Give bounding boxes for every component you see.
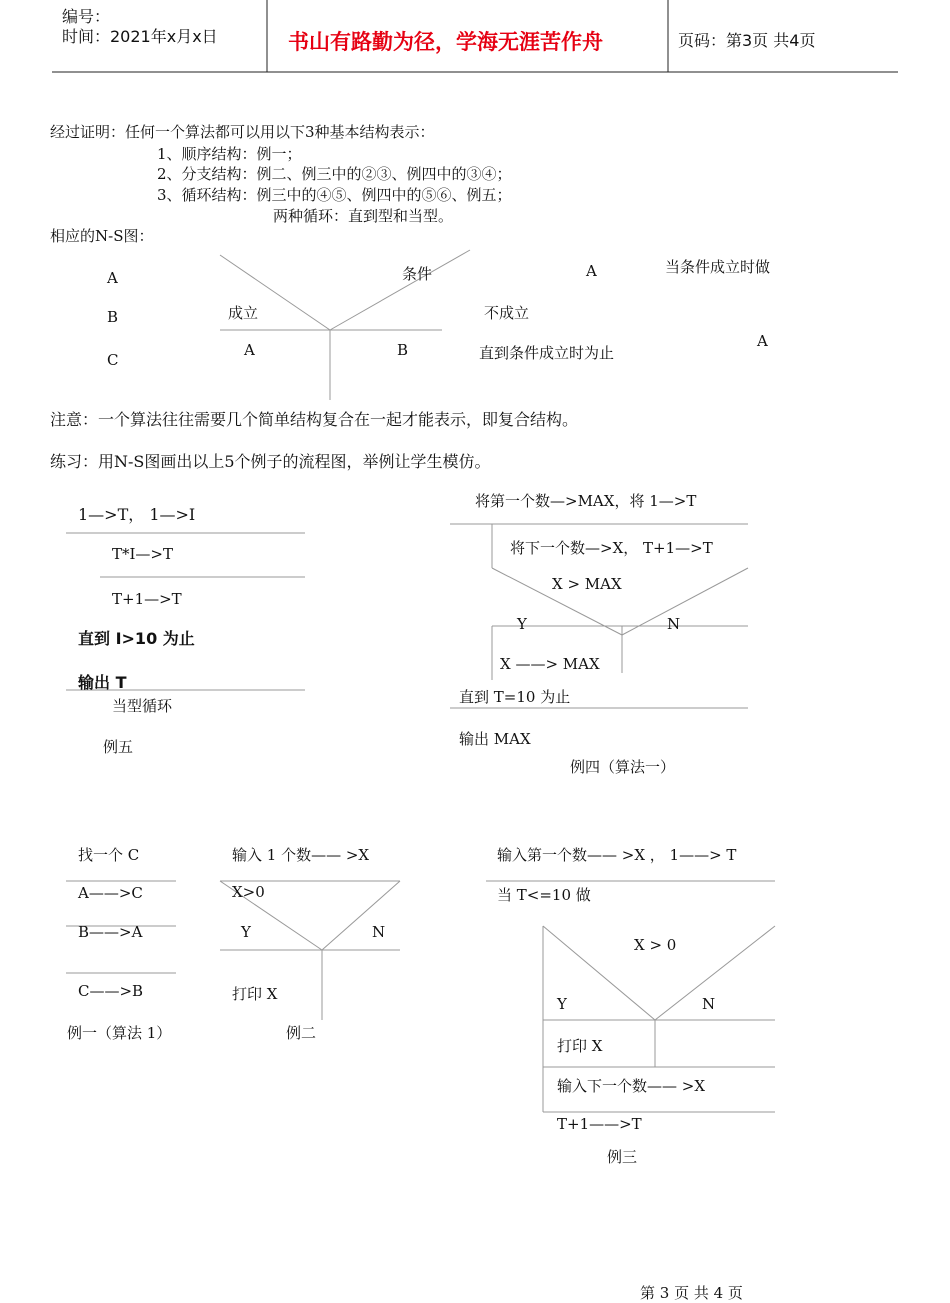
ns-seq-c: C [107,351,119,369]
ns-seq-b: B [107,308,119,326]
ns-while-a: A [586,262,597,280]
ex1-step-3: C——>B [78,982,144,1000]
ex4-until: 直到 T=10 为止 [459,688,571,706]
note-text: 注意：一个算法往往需要几个简单结构复合在一起才能表示，即复合结构。 [50,410,579,429]
ex5-mul: T*I—>T [112,545,174,563]
ex2-print: 打印 X [232,985,278,1003]
ns-until-a: A [757,332,768,350]
ex4-no: N [667,615,681,633]
ex2-yes: Y [241,923,251,941]
ns-title: 相应的N-S图： [50,227,154,245]
ex4-output: 输出 MAX [459,730,531,748]
ex1-find: 找一个 C [78,846,140,864]
intro-item-3b: 两种循环：直到型和当型。 [273,207,454,225]
ex5-caption: 例五 [103,738,134,756]
ex2-caption: 例二 [286,1024,317,1042]
ex3-input: 输入第一个数—— >X ， 1——> T [497,846,737,864]
intro-item-1: 1、顺序结构：例一； [157,145,302,163]
header-motto: 书山有路勤为径，学海无涯苦作舟 [288,30,603,54]
header-page-number: 页码：第3页 共4页 [678,31,816,50]
intro-line: 经过证明：任何一个算法都可以用以下3种基本结构表示： [50,123,435,141]
ex5-output: 输出 T [78,673,127,692]
ex1-step-1: A——>C [78,884,143,902]
ex5-inc: T+1—>T [112,590,182,608]
ex2-condition: X>0 [232,883,265,901]
ns-branch-b: B [397,341,409,359]
serial-label: 编号： [62,7,111,26]
ex4-yes: Y [517,615,527,633]
ex3-next: 输入下一个数—— >X [557,1077,706,1095]
ex2-no: N [372,923,386,941]
ex3-yes: Y [557,995,567,1013]
ex3-print: 打印 X [557,1037,603,1055]
ex4-init: 将第一个数—>MAX，将 1—>T [475,492,697,510]
ex5-until: 直到 I>10 为止 [78,629,195,648]
ex5-type: 当型循环 [112,697,173,715]
date-label: 时间：2021年x月x日 [62,27,218,46]
ex3-inc: T+1——>T [557,1115,642,1133]
ns-branch-a: A [244,341,255,359]
intro-item-2: 2、分支结构：例二、例三中的②③、例四中的③④； [157,165,512,183]
ns-while-label: 当条件成立时做 [665,258,771,276]
ex3-while: 当 T<=10 做 [497,886,591,904]
ex3-no: N [702,995,716,1013]
intro-item-3: 3、循环结构：例三中的④⑤、例四中的⑤⑥、例五； [157,186,512,204]
ex1-step-2: B——>A [78,923,143,941]
ex5-init: 1—>T， 1—>I [78,505,196,524]
ex4-next: 将下一个数—>X， T+1—>T [510,539,713,557]
ex4-caption: 例四（算法一） [570,758,676,776]
ns-seq-a: A [107,269,118,287]
ns-until-label: 直到条件成立时为止 [479,344,615,362]
ex4-assign: X ——> MAX [500,655,600,673]
ex3-caption: 例三 [607,1148,638,1166]
ex2-input: 输入 1 个数—— >X [232,846,370,864]
ns-no: 不成立 [484,304,530,322]
ex4-condition: X > MAX [552,575,622,593]
footer-page-number: 第 3 页 共 4 页 [640,1284,743,1302]
exercise-text: 练习：用N-S图画出以上5个例子的流程图，举例让学生模仿。 [50,452,491,471]
ex3-condition: X > 0 [634,936,677,954]
ns-yes: 成立 [228,304,259,322]
ns-condition: 条件 [402,265,433,283]
ex1-caption: 例一（算法 1） [67,1024,172,1042]
